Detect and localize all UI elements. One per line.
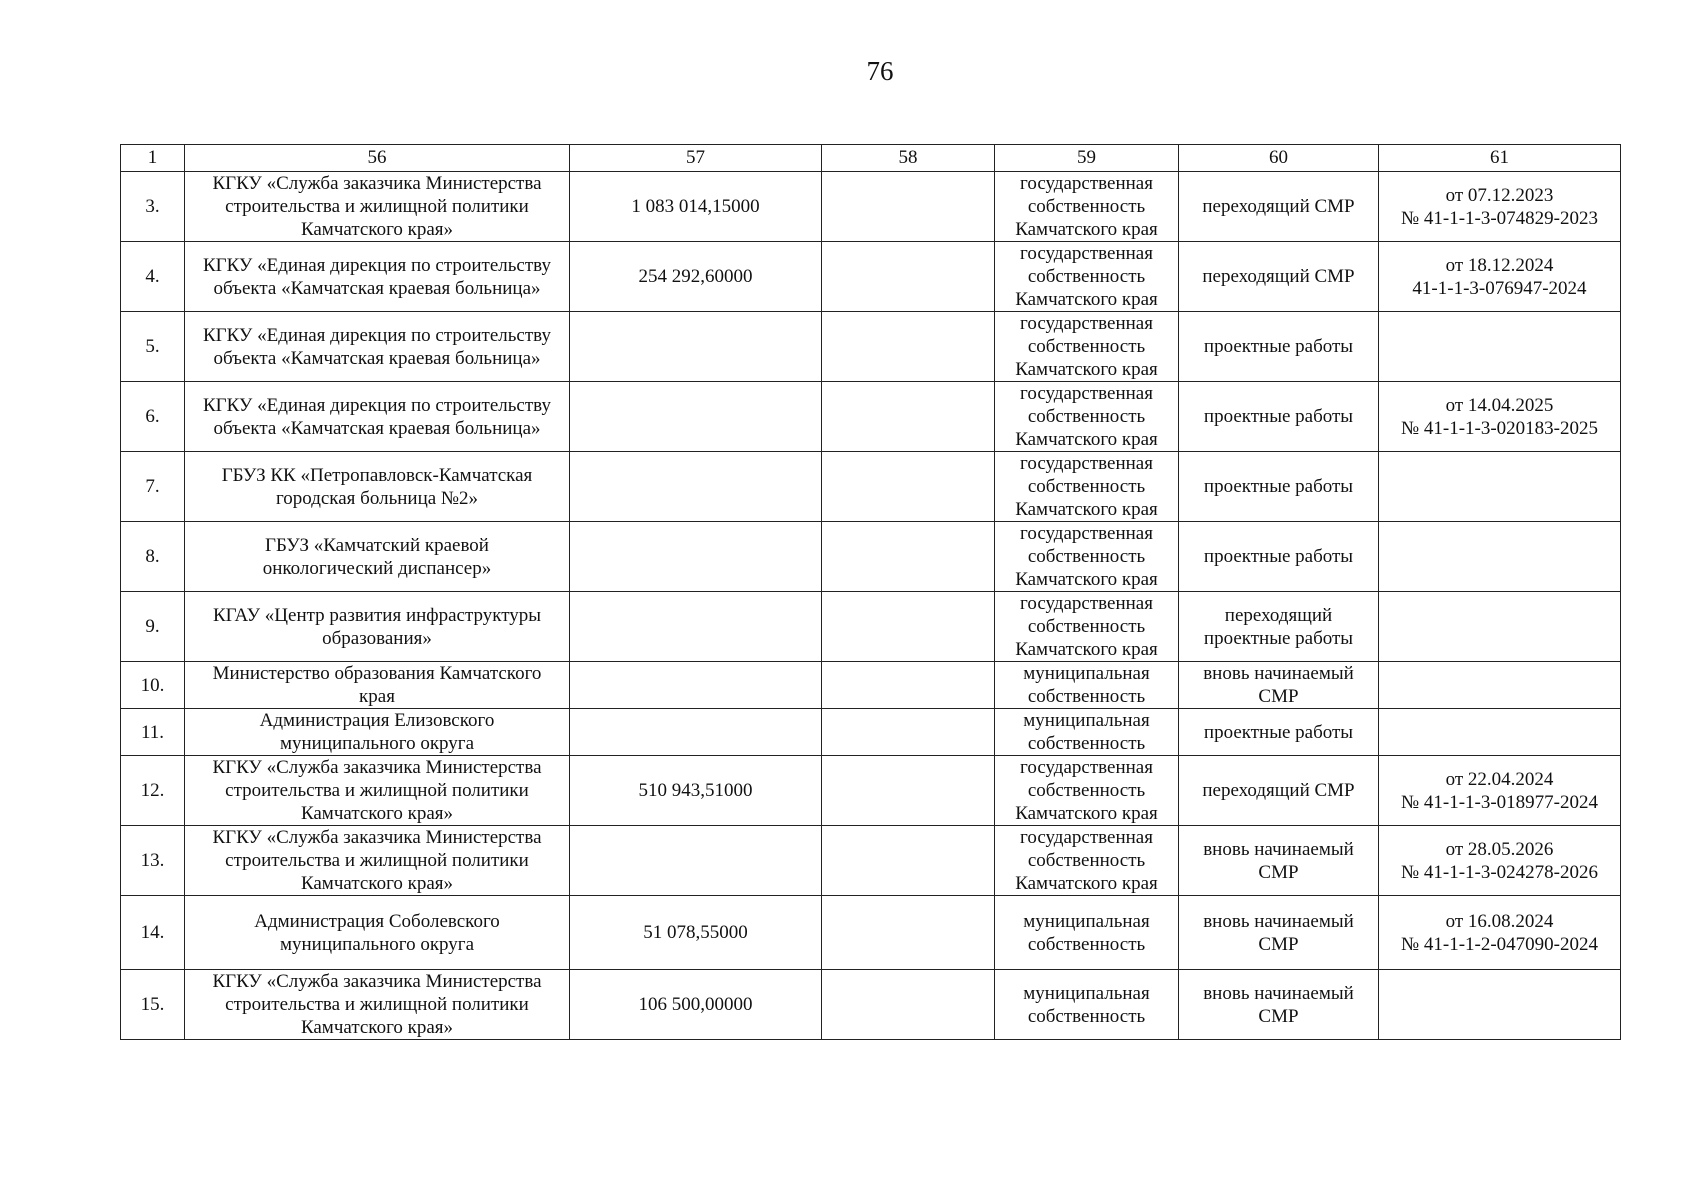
ownership-line: собственность xyxy=(1027,406,1146,427)
column-number-row xyxy=(121,145,1621,172)
ownership-line: государственная xyxy=(1020,173,1153,194)
document-cell xyxy=(1379,522,1621,592)
organization-line: КГКУ «Служба заказчика Министерства xyxy=(212,971,542,992)
amount-cell xyxy=(570,312,822,382)
organization-line: муниципального округа xyxy=(279,933,475,955)
work-type-line: переходящий СМР xyxy=(1202,266,1355,287)
document-line: от 16.08.2024 xyxy=(1445,910,1554,932)
ownership-cell xyxy=(995,242,1179,312)
row-number-cell: 5. xyxy=(121,312,185,382)
ownership-line: собственность xyxy=(1027,336,1146,357)
work-type-cell xyxy=(1179,970,1379,1040)
ownership-line: государственная xyxy=(1020,757,1153,778)
column-number: 58 xyxy=(822,145,995,172)
organization-cell xyxy=(185,662,570,709)
document-line: № 41-1-1-2-047090-2024 xyxy=(1400,933,1598,955)
organization-line: КГКУ «Единая дирекция по строительству xyxy=(202,324,551,346)
work-type-cell xyxy=(1179,312,1379,382)
column-58-cell xyxy=(822,522,995,592)
work-type-line: проектные работы xyxy=(1203,721,1354,743)
ownership-line: Камчатского края xyxy=(1015,803,1158,824)
table-row xyxy=(121,242,1621,312)
organization-line: объекта «Камчатская краевая больница» xyxy=(213,417,541,439)
amount-cell xyxy=(570,452,822,522)
registry-table xyxy=(120,144,1621,1040)
organization-cell xyxy=(185,756,570,826)
ownership-line: государственная xyxy=(1020,383,1153,404)
document-line: № 41-1-1-3-024278-2026 xyxy=(1400,861,1598,883)
document-line: от 14.04.2025 xyxy=(1445,394,1554,416)
column-number: 59 xyxy=(995,145,1179,172)
row-number-cell: 3. xyxy=(121,172,185,242)
ownership-line: собственность xyxy=(1027,850,1146,871)
ownership-cell xyxy=(995,756,1179,826)
organization-line: Министерство образования Камчатского xyxy=(212,663,542,684)
ownership-line: собственность xyxy=(1027,546,1146,567)
document-cell xyxy=(1379,172,1621,242)
row-number-cell: 6. xyxy=(121,382,185,452)
organization-cell xyxy=(185,592,570,662)
ownership-line: Камчатского края xyxy=(1015,219,1158,240)
ownership-cell xyxy=(995,172,1179,242)
ownership-cell xyxy=(995,662,1179,709)
amount-cell: 106 500,00000 xyxy=(570,970,822,1040)
organization-line: Камчатского края» xyxy=(300,873,454,894)
row-number-cell: 14. xyxy=(121,896,185,970)
organization-line: строительства и жилищной политики xyxy=(225,196,529,217)
amount-cell: 51 078,55000 xyxy=(570,896,822,970)
work-type-cell xyxy=(1179,662,1379,709)
work-type-line: вновь начинаемый xyxy=(1203,663,1354,684)
work-type-line: проектные работы xyxy=(1203,627,1354,649)
organization-line: Камчатского края» xyxy=(300,803,454,824)
column-number: 57 xyxy=(570,145,822,172)
document-line: 41-1-1-3-076947-2024 xyxy=(1412,277,1587,299)
row-number-cell: 12. xyxy=(121,756,185,826)
column-58-cell xyxy=(822,970,995,1040)
ownership-line: муниципальная xyxy=(1023,710,1150,731)
ownership-line: собственность xyxy=(1027,1005,1146,1027)
work-type-cell xyxy=(1179,522,1379,592)
ownership-line: муниципальная xyxy=(1023,663,1150,684)
ownership-line: Камчатского края xyxy=(1015,873,1158,894)
table-row xyxy=(121,709,1621,756)
ownership-line: государственная xyxy=(1020,453,1153,474)
ownership-line: Камчатского края xyxy=(1015,639,1158,660)
document-cell xyxy=(1379,826,1621,896)
column-58-cell xyxy=(822,452,995,522)
organization-line: городская больница №2» xyxy=(275,487,479,509)
work-type-cell xyxy=(1179,756,1379,826)
work-type-cell xyxy=(1179,709,1379,756)
document-cell xyxy=(1379,452,1621,522)
ownership-line: государственная xyxy=(1020,593,1153,614)
ownership-cell xyxy=(995,592,1179,662)
column-58-cell xyxy=(822,709,995,756)
organization-line: Администрация Соболевского xyxy=(254,910,500,932)
ownership-cell xyxy=(995,896,1179,970)
organization-line: КГКУ «Служба заказчика Министерства xyxy=(212,827,542,848)
ownership-line: собственность xyxy=(1027,780,1146,801)
table-row xyxy=(121,756,1621,826)
amount-cell xyxy=(570,709,822,756)
organization-line: строительства и жилищной политики xyxy=(225,850,529,871)
table-row xyxy=(121,312,1621,382)
column-58-cell xyxy=(822,896,995,970)
column-58-cell xyxy=(822,826,995,896)
column-58-cell xyxy=(822,312,995,382)
document-cell xyxy=(1379,312,1621,382)
organization-cell xyxy=(185,970,570,1040)
work-type-line: проектные работы xyxy=(1203,406,1354,427)
column-number: 56 xyxy=(185,145,570,172)
column-number: 1 xyxy=(121,145,185,172)
ownership-line: государственная xyxy=(1020,313,1153,334)
table-row xyxy=(121,826,1621,896)
document-line: № 41-1-1-3-074829-2023 xyxy=(1400,207,1598,229)
ownership-line: муниципальная xyxy=(1023,910,1150,932)
ownership-cell xyxy=(995,522,1179,592)
organization-line: КГКУ «Единая дирекция по строительству xyxy=(202,394,551,416)
column-58-cell xyxy=(822,172,995,242)
row-number-cell: 7. xyxy=(121,452,185,522)
amount-cell: 1 083 014,15000 xyxy=(570,172,822,242)
ownership-line: собственность xyxy=(1027,616,1146,637)
organization-cell xyxy=(185,242,570,312)
organization-cell xyxy=(185,896,570,970)
document-cell xyxy=(1379,756,1621,826)
amount-cell: 254 292,60000 xyxy=(570,242,822,312)
column-58-cell xyxy=(822,592,995,662)
ownership-line: Камчатского края xyxy=(1015,429,1158,450)
column-58-cell xyxy=(822,382,995,452)
organization-cell xyxy=(185,312,570,382)
document-line: № 41-1-1-3-020183-2025 xyxy=(1400,417,1598,439)
organization-line: края xyxy=(359,686,395,707)
table-row xyxy=(121,896,1621,970)
work-type-line: СМР xyxy=(1258,686,1299,707)
work-type-line: СМР xyxy=(1258,933,1299,955)
organization-line: ГБУЗ «Камчатский краевой xyxy=(265,534,489,556)
row-number-cell: 13. xyxy=(121,826,185,896)
organization-line: строительства и жилищной политики xyxy=(225,780,529,801)
ownership-line: собственность xyxy=(1027,266,1146,287)
work-type-cell xyxy=(1179,172,1379,242)
ownership-line: муниципальная xyxy=(1023,982,1150,1004)
document-cell xyxy=(1379,242,1621,312)
ownership-line: собственность xyxy=(1027,686,1146,707)
column-58-cell xyxy=(822,242,995,312)
work-type-cell xyxy=(1179,896,1379,970)
ownership-line: собственность xyxy=(1027,933,1146,955)
ownership-line: государственная xyxy=(1020,827,1153,848)
organization-line: Администрация Елизовского xyxy=(259,710,495,731)
organization-line: объекта «Камчатская краевая больница» xyxy=(213,277,541,299)
organization-cell xyxy=(185,172,570,242)
organization-line: объекта «Камчатская краевая больница» xyxy=(213,347,541,369)
organization-line: Камчатского края» xyxy=(300,1017,454,1038)
row-number-cell: 9. xyxy=(121,592,185,662)
work-type-line: переходящий xyxy=(1224,604,1333,626)
organization-line: КГКУ «Служба заказчика Министерства xyxy=(212,173,542,194)
ownership-cell xyxy=(995,382,1179,452)
table-row xyxy=(121,452,1621,522)
registry-table-body xyxy=(121,145,1621,1040)
ownership-cell xyxy=(995,826,1179,896)
organization-cell xyxy=(185,382,570,452)
work-type-cell xyxy=(1179,242,1379,312)
amount-cell xyxy=(570,592,822,662)
document-cell xyxy=(1379,662,1621,709)
document-cell xyxy=(1379,970,1621,1040)
ownership-line: государственная xyxy=(1020,523,1153,544)
amount-cell xyxy=(570,662,822,709)
work-type-line: вновь начинаемый xyxy=(1203,910,1354,932)
row-number-cell: 4. xyxy=(121,242,185,312)
ownership-line: собственность xyxy=(1027,733,1146,754)
row-number-cell: 11. xyxy=(121,709,185,756)
table-row xyxy=(121,970,1621,1040)
organization-line: строительства и жилищной политики xyxy=(225,994,529,1015)
work-type-cell xyxy=(1179,826,1379,896)
organization-line: онкологический диспансер» xyxy=(262,557,492,579)
column-58-cell xyxy=(822,662,995,709)
table-row xyxy=(121,382,1621,452)
organization-cell xyxy=(185,826,570,896)
ownership-cell xyxy=(995,452,1179,522)
document-cell xyxy=(1379,709,1621,756)
document-line: № 41-1-1-3-018977-2024 xyxy=(1400,791,1598,813)
organization-line: КГКУ «Служба заказчика Министерства xyxy=(212,757,542,778)
work-type-line: вновь начинаемый xyxy=(1203,982,1354,1004)
row-number-cell: 8. xyxy=(121,522,185,592)
amount-cell xyxy=(570,382,822,452)
ownership-line: собственность xyxy=(1027,196,1146,217)
organization-line: муниципального округа xyxy=(279,733,475,754)
work-type-line: СМР xyxy=(1258,1005,1299,1027)
work-type-line: переходящий СМР xyxy=(1202,196,1355,217)
amount-cell xyxy=(570,826,822,896)
table-row xyxy=(121,592,1621,662)
column-number: 60 xyxy=(1179,145,1379,172)
organization-cell xyxy=(185,452,570,522)
table-row xyxy=(121,172,1621,242)
ownership-cell xyxy=(995,970,1179,1040)
document-line: от 22.04.2024 xyxy=(1445,768,1554,790)
column-number: 61 xyxy=(1379,145,1621,172)
document-line: от 07.12.2023 xyxy=(1445,184,1554,206)
work-type-line: СМР xyxy=(1258,861,1299,883)
ownership-line: Камчатского края xyxy=(1015,499,1158,520)
work-type-line: проектные работы xyxy=(1203,546,1354,567)
organization-line: КГКУ «Единая дирекция по строительству xyxy=(202,254,551,276)
amount-cell: 510 943,51000 xyxy=(570,756,822,826)
row-number-cell: 10. xyxy=(121,662,185,709)
work-type-line: проектные работы xyxy=(1203,476,1354,497)
document-line: от 18.12.2024 xyxy=(1445,254,1554,276)
document-cell xyxy=(1379,896,1621,970)
work-type-line: вновь начинаемый xyxy=(1203,838,1354,860)
work-type-cell xyxy=(1179,592,1379,662)
document-cell xyxy=(1379,382,1621,452)
organization-cell xyxy=(185,709,570,756)
organization-cell xyxy=(185,522,570,592)
work-type-line: проектные работы xyxy=(1203,336,1354,357)
row-number-cell: 15. xyxy=(121,970,185,1040)
ownership-line: Камчатского края xyxy=(1015,359,1158,380)
table-row xyxy=(121,662,1621,709)
organization-line: Камчатского края» xyxy=(300,219,454,240)
organization-line: образования» xyxy=(322,627,432,649)
column-58-cell xyxy=(822,756,995,826)
ownership-line: собственность xyxy=(1027,476,1146,497)
ownership-line: государственная xyxy=(1020,243,1153,264)
work-type-line: переходящий СМР xyxy=(1202,780,1355,801)
table-row xyxy=(121,522,1621,592)
ownership-line: Камчатского края xyxy=(1015,289,1158,310)
document-line: от 28.05.2026 xyxy=(1445,838,1554,860)
work-type-cell xyxy=(1179,382,1379,452)
organization-line: ГБУЗ КК «Петропавловск-Камчатская xyxy=(221,464,533,486)
document-cell xyxy=(1379,592,1621,662)
work-type-cell xyxy=(1179,452,1379,522)
organization-line: КГАУ «Центр развития инфраструктуры xyxy=(212,604,542,626)
ownership-line: Камчатского края xyxy=(1015,569,1158,590)
ownership-cell xyxy=(995,709,1179,756)
amount-cell xyxy=(570,522,822,592)
page-number: 76 xyxy=(866,56,894,86)
ownership-cell xyxy=(995,312,1179,382)
